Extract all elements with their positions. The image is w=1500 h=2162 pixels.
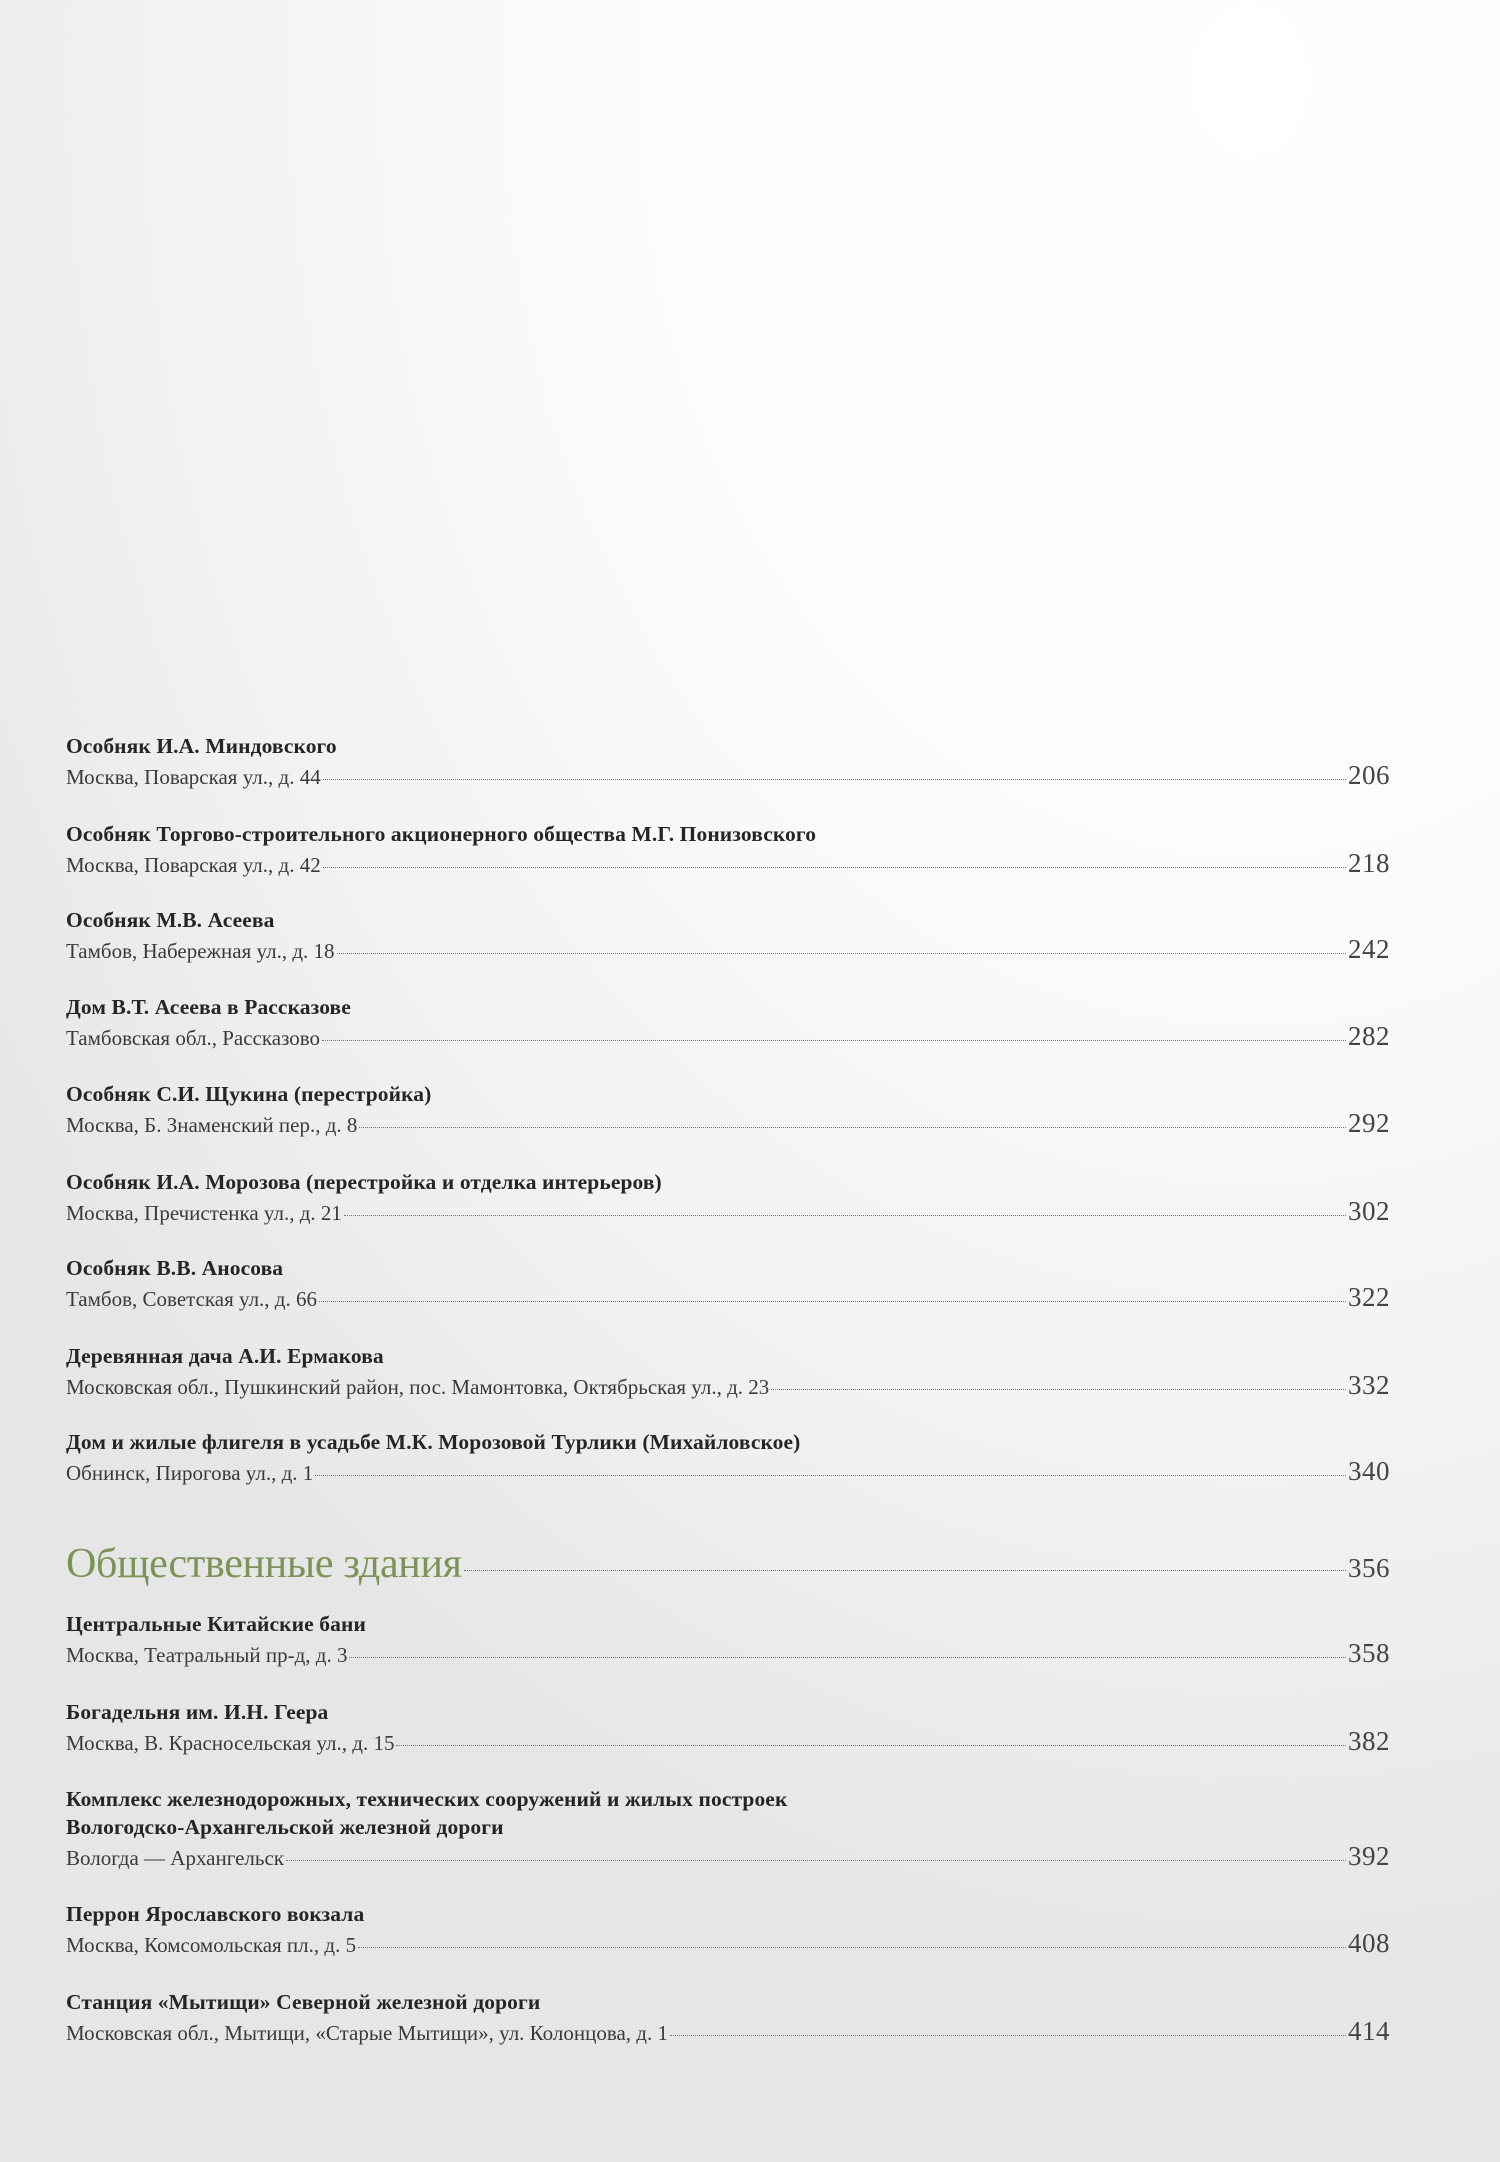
- entry-line: [66, 1456, 1390, 1488]
- entry-location: Тамбов, Советская ул., д. 66: [66, 1287, 317, 1311]
- entry-location: Тамбовская обл., Рассказово: [66, 1026, 321, 1050]
- entry-title: Центральные Китайские бани: [66, 1612, 366, 1636]
- toc-entry: [66, 1080, 1390, 1140]
- entry-line: [66, 1282, 1390, 1314]
- entry-title: Комплекс железнодорожных, технических сооружений и жилых построек: [66, 1787, 788, 1811]
- toc-entry: [66, 993, 1390, 1053]
- entry-line: [66, 1021, 1390, 1053]
- dot-leader: [358, 1947, 1346, 1948]
- entry-location: Московская обл., Мытищи, «Старые Мытищи», ул. Колонцова, д. 1: [66, 2021, 668, 2045]
- toc-entry: [66, 1988, 1390, 2048]
- entry-title: Особняк С.И. Щукина (перестройка): [66, 1082, 432, 1106]
- section-heading: [66, 1539, 1390, 1589]
- page-number: 356: [1348, 1553, 1390, 1583]
- dot-leader: [670, 2035, 1346, 2036]
- entry-line: [66, 1638, 1390, 1670]
- entry-title: Богадельня им. И.Н. Геера: [66, 1700, 329, 1724]
- dot-leader: [322, 1040, 1346, 1041]
- dot-leader: [323, 867, 1346, 868]
- toc-entry: [66, 1342, 1390, 1402]
- page-number: 292: [1348, 1108, 1390, 1138]
- entry-title: Деревянная дача А.И. Ермакова: [66, 1344, 384, 1368]
- entry-line: [66, 934, 1390, 966]
- toc-entry: [66, 1785, 1390, 1873]
- entry-location: Москва, Поварская ул., д. 42: [66, 853, 321, 877]
- entry-location: Москва, В. Красносельская ул., д. 15: [66, 1731, 395, 1755]
- entry-location: Москва, Б. Знаменский пер., д. 8: [66, 1113, 358, 1137]
- toc-entry: [66, 1254, 1390, 1314]
- page-number: 382: [1348, 1726, 1390, 1756]
- entry-location: Москва, Поварская ул., д. 44: [66, 765, 321, 789]
- entry-line: [66, 1726, 1390, 1758]
- dot-leader: [315, 1475, 1346, 1476]
- page-number: 414: [1348, 2016, 1390, 2046]
- entry-location: Вологда — Архангельск: [66, 1846, 284, 1870]
- toc-entry: [66, 820, 1390, 880]
- entry-location: Москва, Комсомольская пл., д. 5: [66, 1933, 357, 1957]
- entry-title: Особняк И.А. Миндовского: [66, 734, 337, 758]
- page-number: 408: [1348, 1928, 1390, 1958]
- entry-location: Обнинск, Пирогова ул., д. 1: [66, 1461, 314, 1485]
- section-title: Общественные здания: [66, 1541, 462, 1587]
- toc-entry: [66, 906, 1390, 966]
- toc-entry: [66, 1698, 1390, 1758]
- entry-line: [66, 1196, 1390, 1228]
- entry-title: Особняк В.В. Аносова: [66, 1256, 284, 1280]
- dot-leader: [349, 1657, 1346, 1658]
- entry-title: Станция «Мытищи» Северной железной дороги: [66, 1990, 541, 2014]
- dot-leader: [286, 1860, 1346, 1861]
- entry-title: Дом В.Т. Асеева в Рассказове: [66, 995, 351, 1019]
- page-number: 218: [1348, 848, 1390, 878]
- page-number: 242: [1348, 934, 1390, 964]
- entry-line: [66, 1928, 1390, 1960]
- entry-title: Дом и жилые флигеля в усадьбе М.К. Морозовой Турлики (Михайловское): [66, 1430, 801, 1454]
- entry-location: Московская обл., Пушкинский район, пос. Мамонтовка, Октябрьская ул., д. 23: [66, 1375, 770, 1399]
- page-number: 340: [1348, 1456, 1390, 1486]
- dot-leader: [344, 1215, 1346, 1216]
- entry-line: [66, 1370, 1390, 1402]
- page-number: 302: [1348, 1196, 1390, 1226]
- entry-location: Москва, Театральный пр-д, д. 3: [66, 1643, 348, 1667]
- toc-entry: [66, 732, 1390, 792]
- page-number: 206: [1348, 760, 1390, 790]
- dot-leader: [396, 1745, 1346, 1746]
- entry-title: Особняк М.В. Асеева: [66, 908, 275, 932]
- toc-entry: [66, 1900, 1390, 1960]
- entry-title: Особняк И.А. Морозова (перестройка и отделка интерьеров): [66, 1170, 662, 1194]
- entry-line: [66, 1108, 1390, 1140]
- page-number: 332: [1348, 1370, 1390, 1400]
- toc-entry: [66, 1610, 1390, 1670]
- dot-leader: [323, 779, 1346, 780]
- dot-leader: [771, 1389, 1346, 1390]
- page-number: 392: [1348, 1841, 1390, 1871]
- entry-line: [66, 848, 1390, 880]
- dot-leader: [319, 1301, 1346, 1302]
- entry-title: Особняк Торгово-строительного акционерного общества М.Г. Понизовского: [66, 822, 817, 846]
- entry-title-continued: Вологодско-Архангельской железной дороги: [66, 1815, 504, 1839]
- dot-leader: [464, 1570, 1346, 1571]
- entry-location: Москва, Пречистенка ул., д. 21: [66, 1201, 342, 1225]
- entry-line: [66, 1841, 1390, 1873]
- page-number: 282: [1348, 1021, 1390, 1051]
- dot-leader: [337, 953, 1346, 954]
- entry-line: [66, 760, 1390, 792]
- entry-line: [66, 2016, 1390, 2048]
- page-number: 358: [1348, 1638, 1390, 1668]
- toc-entry: [66, 1428, 1390, 1488]
- dot-leader: [359, 1127, 1346, 1128]
- page-number: 322: [1348, 1282, 1390, 1312]
- entry-location: Тамбов, Набережная ул., д. 18: [66, 939, 335, 963]
- entry-title: Перрон Ярославского вокзала: [66, 1902, 365, 1926]
- toc-entry: [66, 1168, 1390, 1228]
